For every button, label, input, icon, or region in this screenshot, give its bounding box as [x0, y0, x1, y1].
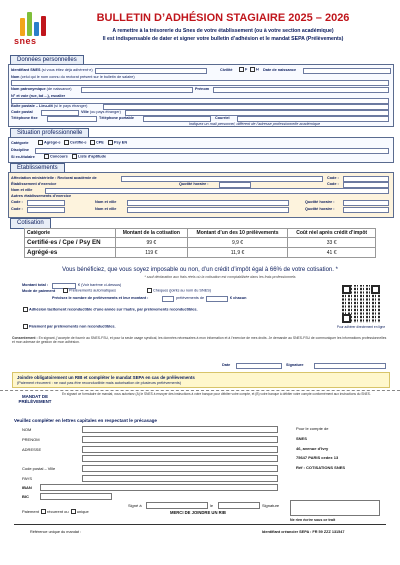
prenom-input[interactable] [213, 87, 389, 93]
autre1-code-input[interactable] [27, 200, 65, 206]
discipline-label: Discipline [11, 148, 29, 152]
autre2-nom-input[interactable] [127, 207, 289, 213]
section-professional: Situation professionnelle [10, 128, 89, 139]
sepa-prenom-input[interactable] [82, 436, 278, 443]
payment-area: Montant total : € (Voir barème ci-dessus) Mode de paiement Prélèvements automatiques Chèques (joints au nom du SNES) Précisez le nombre de prélèvements et leur montant : prélèvements de € chacun Adhésion tacitement reconductible d’une année sur l’autre, par prélèvements reconductibles. Paiement par prélèvements non reconductibles. [22, 283, 247, 329]
consent-block [12, 336, 388, 344]
civilite-h-checkbox[interactable] [250, 67, 255, 72]
sepa-nom-label: NOM [22, 427, 32, 432]
ics: Identifiant créancier SEPA : FR 59 ZZZ 131547 [262, 530, 345, 534]
autre2-quotite-input[interactable] [343, 207, 389, 213]
sepa-bic-label: BIC [22, 494, 29, 499]
col-prelevement: Montant d’un des 10 prélèvements [187, 229, 288, 238]
total-label: Montant total : [22, 283, 49, 287]
consent-date-label: Date [222, 363, 231, 367]
precisez-label: Précisez le nombre de prélèvements et leur montant : [52, 296, 149, 300]
consent-text: En signant, j’accepte de fournir au SNES-FSU, et pour la seule usage syndical, les données nécessaires à mon information et à l’exercice de mes droits. Je demande au SNES-FSU de communiquer les informations professionnelles et mon adresse de gestion de mon adhésion. [12, 336, 387, 345]
tel-port-label: Téléphone portable [99, 116, 135, 120]
ville-input[interactable] [125, 110, 389, 116]
establishments-box: Affectation ministérielle : Rectorat académie de Code : Établissement d’exercice Quotité horaire : Code : Nom et ville Autres établissements d’exercice Code : Nom et ville Quotité horaire : Code : Nom et ville Quotité horaire : [8, 172, 394, 218]
rib-title: Joindre obligatoirement un RIB et compléter le mandat SEPA en cas de prélèvements [17, 375, 195, 380]
mode-label: Mode de paiement [22, 289, 56, 293]
col-cotisation: Montant de la cotisation [115, 229, 187, 238]
psyen-checkbox[interactable] [108, 140, 113, 145]
rib-note: (Paiement récurrent : ne vaut pas être reconductible mais autorisation de plusieurs prélèvements) [17, 381, 181, 385]
col-cout: Coût réel après crédit d’impôt [288, 229, 376, 238]
rib-notice [12, 372, 390, 388]
consent-date-input[interactable] [236, 363, 282, 369]
discipline-input[interactable] [35, 148, 389, 154]
sepa-signature-label: Signature [262, 503, 280, 508]
sepa-cp-ville-label: Code postal – Ville [22, 466, 56, 471]
categorie-label: Catégorie [11, 141, 29, 145]
exercice-code-input[interactable] [343, 182, 389, 188]
autre1-quotite-input[interactable] [343, 200, 389, 206]
cp-input[interactable] [41, 110, 79, 116]
cut-line [0, 390, 400, 391]
rien-ecrire: Ne rien écrire sous ce trait [290, 518, 336, 522]
voie-label: N° et voie (rue, bd ...), escalier [11, 94, 66, 98]
prenom-label: Prénom [195, 87, 210, 91]
sepa-cp-ville-input[interactable] [82, 465, 278, 472]
sepa-date-input[interactable] [218, 502, 260, 509]
table-row: Agrégé·es 119 € 11,9 € 41 € [25, 248, 376, 258]
personal-box: Identifiant SNES (si vous étiez déjà adhérent·e) Civilité F H Date de naissance Nom (celui qui le nom connu du rectorat présent sur le bulletin de salaire) Nom patronymique (de naissance) Prénom N° et voie (rue, bd ...), escalier Boite postale – Lieu-dit (si le pays étranger) Code postal Ville (ou pays étranger) Téléphone fixe Téléphone portable Courriel Indiquez un mail personnel, différent de l’adresse professionnelle académique [8, 64, 394, 127]
concours-checkbox[interactable] [44, 154, 49, 159]
affectation-code-input[interactable] [343, 176, 389, 182]
professional-box: Catégorie Agrégé·e Certifié·e CPE Psy EN Discipline Si ex-titulaire Concours Liste d’aptitude [8, 137, 394, 163]
consent-signature-input[interactable] [314, 363, 386, 369]
courriel-note: Indiquez un mail personnel, différent de l’adresse professionnelle académique [189, 122, 321, 126]
bottom-divider [14, 524, 386, 525]
civilite-label: Civilité [220, 68, 233, 72]
snes-logo [14, 10, 52, 46]
header-line-1: A remettre à la trésorerie du Snes de votre établissement (ou à votre section académique) [112, 28, 334, 34]
section-personal: Données personnelles [10, 55, 84, 66]
agrege-checkbox[interactable] [38, 140, 43, 145]
sepa-pays-input[interactable] [82, 475, 278, 482]
certifie-checkbox[interactable] [64, 140, 69, 145]
sepa-bic-input[interactable] [40, 493, 112, 500]
paiement-row: Paiement récurrent ou unique [22, 509, 89, 514]
quotite-input[interactable] [219, 182, 251, 188]
exercice-label: Établissement d’exercice [11, 182, 57, 186]
qr-caption: Pour adhérer directement en ligne [336, 325, 386, 329]
recurrent-checkbox[interactable] [41, 509, 46, 514]
sepa-text: En signant ce formulaire de mandat, vous autorisez (A) le SNES à envoyer des instructions à votre banque pour débiter votre compte, et (B) votre banque à débiter votre compte conformément aux instructions du SNES. [62, 392, 371, 396]
reconductible-checkbox[interactable] [23, 307, 28, 312]
creditor-addr1: 46, avenue d’Ivry [296, 446, 329, 451]
identifiant-input[interactable] [95, 68, 207, 74]
col-categorie: Catégorie [25, 229, 116, 238]
civilite-f-checkbox[interactable] [239, 67, 244, 72]
sepa-adresse-label: ADRESSE [22, 447, 42, 452]
nom-label: Nom [11, 75, 20, 79]
consent-signature-label: Signature [286, 363, 304, 367]
affectation-input[interactable] [121, 176, 323, 182]
courriel-input[interactable] [237, 116, 389, 122]
creditor-name: SNES [296, 436, 307, 441]
ex-titulaire-label: Si ex-titulaire [11, 155, 35, 159]
header-line-2: Il est indispensable de dater et signer votre bulletin d’adhésion et le mandat SEPA (Prélèvements) [102, 36, 344, 42]
nom-patronymique-input[interactable] [81, 87, 193, 93]
signe-input[interactable] [146, 502, 208, 509]
birth-date-input[interactable] [303, 68, 391, 74]
unique-checkbox[interactable] [71, 509, 76, 514]
sepa-pays-label: PAYS [22, 476, 33, 481]
nb-prelevements-input[interactable] [162, 296, 174, 302]
sepa-title: MANDAT DE PRÉLÈVEMENT [18, 394, 52, 404]
ref-mandat: Référence unique du mandat : [30, 530, 82, 534]
tel-fixe-input[interactable] [47, 116, 97, 122]
montant-prelevement-input[interactable] [206, 296, 228, 302]
sepa-iban-input[interactable] [40, 484, 278, 491]
affectation-label: Affectation ministérielle : Rectorat académie de [11, 176, 97, 180]
page-title: BULLETIN D’ADHÉSION STAGIAIRE 2025 – 2026 [96, 12, 350, 24]
birth-date-label: Date de naissance [263, 68, 297, 72]
creditor-addr2: 75647 PARIS cedex 13 [296, 455, 339, 460]
autre2-code-input[interactable] [27, 207, 65, 213]
table-row: Certifié·es / Cpe / Psy EN 99 € 9,9 € 33 € [25, 238, 376, 248]
autre1-nom-input[interactable] [127, 200, 289, 206]
cotisation-table [24, 228, 376, 258]
section-cotisation: Cotisation [10, 218, 51, 229]
credit-note: * sauf déclaration aux frais réels où la cotisation est comptabilisée dans les frais professionnels [144, 275, 296, 279]
sepa-nom-input[interactable] [82, 426, 278, 433]
auto-checkbox[interactable] [63, 288, 68, 293]
sepa-signature-input[interactable] [290, 500, 380, 516]
signe-label: Signé à [128, 503, 142, 508]
qr-code[interactable] [342, 285, 380, 323]
exercice-nom-ville-input[interactable] [45, 188, 389, 194]
cp-label: Code postal [11, 110, 33, 114]
liste-checkbox[interactable] [72, 154, 77, 159]
sepa-adresse-input[interactable] [82, 446, 278, 453]
consent-title: Consentement : [12, 336, 38, 340]
creditor-ref: Réf : COTISATIONS SNES [296, 465, 346, 470]
identifiant-label: Identifiant SNES (si vous étiez déjà adhérent·e) [11, 68, 93, 72]
logo-text: snes [14, 36, 37, 46]
tel-fixe-label: Téléphone fixe [11, 116, 38, 120]
sepa-fill-instruction: Veuillez compléter en lettres capitales en respectant le précasage [14, 418, 157, 423]
credit-text: Vous bénéficiez, que vous soyez imposable ou non, d’un crédit d’impôt égal à 66% de votre cotisation. * [62, 267, 338, 273]
sepa-prenom-label: PRENOM [22, 437, 40, 442]
voie-input[interactable] [11, 98, 389, 104]
cpe-checkbox[interactable] [90, 140, 95, 145]
boite-input[interactable] [103, 104, 389, 110]
sepa-iban-label: IBAN [22, 485, 32, 490]
autres-label: Autres établissements d’exercice [11, 194, 72, 198]
joindre-rib: MERCI DE JOINDRE UN RIB [170, 510, 226, 515]
table-header-row [25, 229, 376, 238]
nom-input[interactable] [11, 80, 389, 86]
creditor-label: Pour le compte de [296, 426, 329, 431]
sepa-adresse-input-2[interactable] [82, 455, 278, 462]
cheques-checkbox[interactable] [147, 288, 152, 293]
non-reconductible-checkbox[interactable] [23, 324, 28, 329]
tel-port-input[interactable] [143, 116, 211, 122]
courriel-label: Courriel [215, 116, 230, 120]
section-establishments: Etablissements [10, 163, 65, 174]
